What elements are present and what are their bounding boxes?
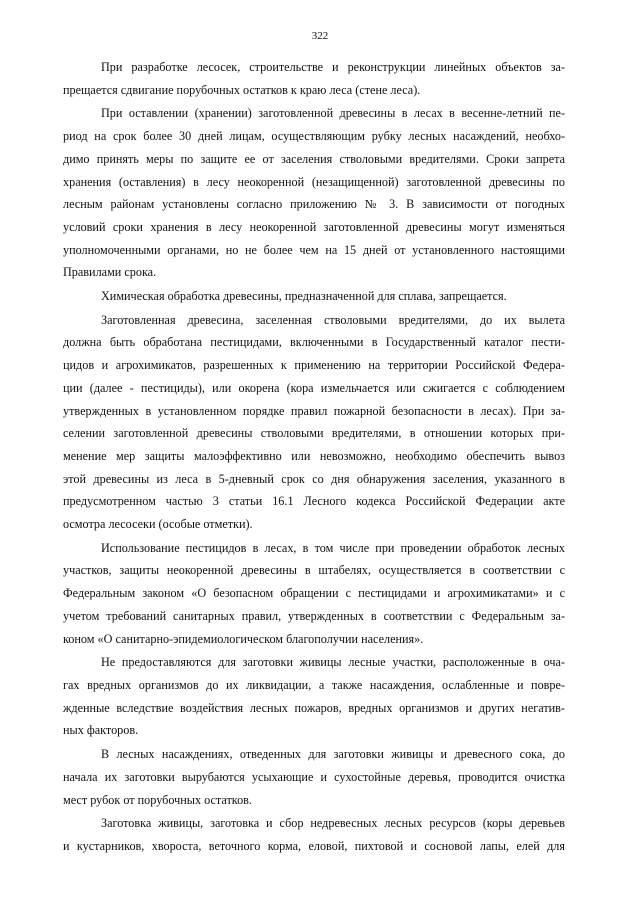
text-line: Использование пестицидов в лесах, в том числе при проведении обработок лесных xyxy=(101,540,565,555)
text-line: коном «О санитарно-эпидемиологическом благополучии населения». xyxy=(63,631,424,646)
text-line: лесным районам установлены согласно приложению № 3. В зависимости от погодных xyxy=(63,197,565,212)
document-body xyxy=(63,56,565,859)
text-line: Химическая обработка древесины, предназначенной для сплава, запрещается. xyxy=(101,289,507,304)
text-line: хранения (оставления) в лесу неокоренной (незащищенной) заготовленной древесины по xyxy=(63,174,565,189)
text-line: В лесных насаждениях, отведенных для заготовки живицы и древесного сока, до xyxy=(101,747,565,762)
paragraph xyxy=(63,309,565,536)
text-line: Заготовленная древесина, заселенная стволовыми вредителями, до их вылета xyxy=(101,312,565,327)
text-line: предусмотренном частью 3 статьи 16.1 Лесного кодекса Российской Федерации акте xyxy=(63,494,565,509)
paragraph xyxy=(63,56,565,101)
text-line: жденные вследствие воздействия лесных пожаров, вредных организмов и других негатив- xyxy=(63,700,565,715)
text-line: учетом требований санитарных правил, утвержденных в соответствии с Федеральным за- xyxy=(63,608,565,623)
text-line: утвержденных в установленном порядке правил пожарной безопасности в лесах). При за- xyxy=(63,403,565,418)
text-line: селении заготовленной древесины стволовыми вредителями, в отношении которых при- xyxy=(63,426,565,441)
paragraph xyxy=(63,743,565,811)
text-line: и кустарников, хвороста, веточного корма, еловой, пихтовой и сосновой лапы, елей для xyxy=(63,838,565,853)
text-line: прещается сдвигание порубочных остатков к краю леса (стене леса). xyxy=(63,82,421,97)
text-line: ных факторов. xyxy=(63,723,139,738)
text-line: риод на срок более 30 дней лицам, осуществляющим рубку лесных насаждений, необхо- xyxy=(63,129,565,144)
text-line: цидов и агрохимикатов, разрешенных к применению на территории Российской Федера- xyxy=(63,358,565,373)
text-line: Заготовка живицы, заготовка и сбор недревесных лесных ресурсов (коры деревьев xyxy=(101,816,565,831)
paragraph xyxy=(63,102,565,284)
paragraph xyxy=(63,537,565,651)
text-line: менение мер защиты малоэффективно или невозможно, необходимо обеспечить вывоз xyxy=(63,448,565,463)
text-line: осмотра лесосеки (особые отметки). xyxy=(63,517,253,532)
text-line: начала их заготовки вырубаются усыхающие и сухостойные деревья, проводится очистка xyxy=(63,769,565,784)
text-line: Федеральным законом «О безопасном обращении с пестицидами и агрохимикатами» и с xyxy=(63,586,565,601)
text-line: ции (далее - пестициды), или окорена (кора измельчается или сжигается с соблюдением xyxy=(63,380,565,395)
text-line: Не предоставляются для заготовки живицы лесные участки, расположенные в оча- xyxy=(101,655,565,670)
paragraph xyxy=(63,651,565,742)
text-line: димо принять меры по защите ее от заселения стволовыми вредителями. Сроки запрета xyxy=(63,151,565,166)
text-line: мест рубок от порубочных остатков. xyxy=(63,792,252,807)
page-number: 322 xyxy=(311,30,329,42)
paragraph xyxy=(63,812,565,857)
text-line: этой древесины из леса в 5-дневный срок со дня обнаружения заселения, указанного в xyxy=(63,471,565,486)
text-line: Правилами срока. xyxy=(63,265,157,280)
text-line: должна быть обработана пестицидами, включенными в Государственный каталог пести- xyxy=(63,335,565,350)
text-line: условий сроки хранения в лесу неокоренной заготовленной древесины могут изменяться xyxy=(63,219,565,234)
text-line: участков, защиты неокоренной древесины в штабелях, осуществляется в соответствии с xyxy=(63,563,565,578)
text-line: гах вредных организмов до их ликвидации, а также насаждения, ослабленные и повре- xyxy=(63,677,565,692)
text-line: При оставлении (хранении) заготовленной древесины в лесах в весенне-летний пе- xyxy=(101,106,565,121)
paragraph xyxy=(63,285,565,308)
text-line: При разработке лесосек, строительстве и реконструкции линейных объектов за- xyxy=(101,60,565,74)
text-line: уполномоченными органами, но не более чем на 15 дней от установленного настоящими xyxy=(63,242,565,257)
